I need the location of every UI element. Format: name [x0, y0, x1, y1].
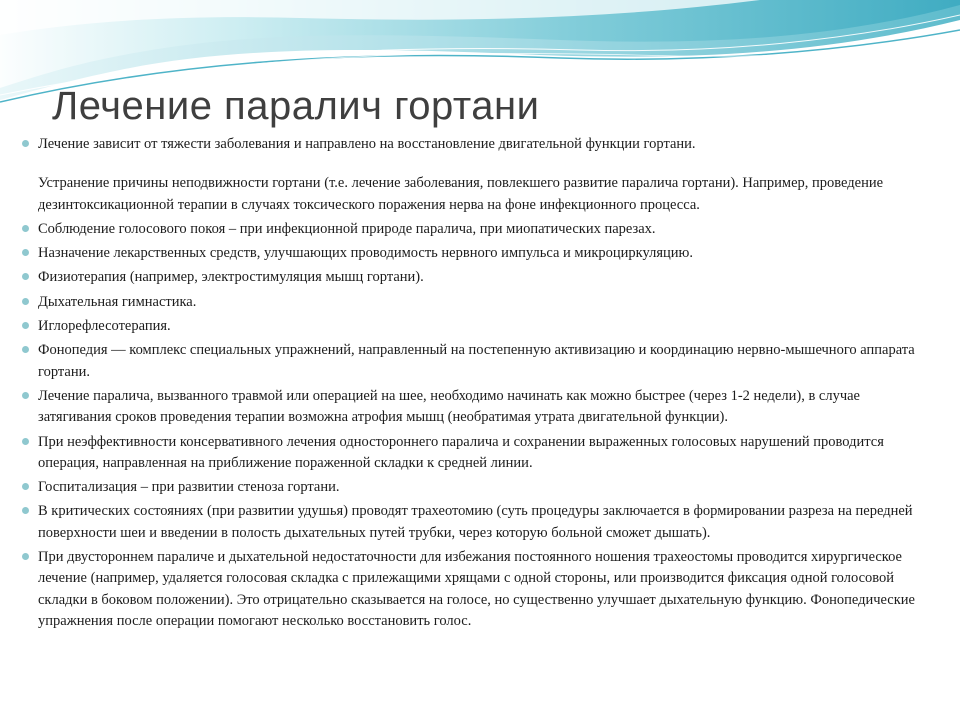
bullet-icon [22, 322, 29, 329]
bullet-icon [22, 298, 29, 305]
bullet-list [22, 134, 937, 632]
bullet-icon [22, 507, 29, 514]
list-item: Фонопедия — комплекс специальных упражнений, направленный на постепенную активизацию и координацию нервно-мышечного аппарата гортани. [22, 340, 937, 383]
slide-title: Лечение паралич гортани [52, 84, 540, 128]
list-item: Соблюдение голосового покоя – при инфекционной природе паралича, при миопатических парезах. [22, 219, 937, 240]
list-item: Дыхательная гимнастика. [22, 292, 937, 313]
list-item: Госпитализация – при развитии стеноза гортани. [22, 477, 937, 498]
bullet-icon [22, 273, 29, 280]
list-item: При двустороннем параличе и дыхательной недостаточности для избежания постоянного ношения трахеостомы проводится хирургическое лечение (например, удаляется голосовая складка с прилежащими хрящами с одной стороны, или производится фиксация одной голосовой складки в боковом положении). Это отрицательно сказывается на голосе, но существенно улучшает дыхательную функцию. Фонопедические упражнения после операции помогают несколько восстановить голос. [22, 547, 937, 632]
list-item: Назначение лекарственных средств, улучшающих проводимость нервного импульса и микроциркуляцию. [22, 243, 937, 264]
list-item: Устранение причины неподвижности гортани (т.е. лечение заболевания, повлекшего развитие паралича гортани). Например, проведение дезинтоксикационной терапии в случаях токсического поражения нерва на фоне инфекционного процесса. [38, 175, 884, 213]
list-item: При неэффективности консервативного лечения одностороннего паралича и сохранении выраженных голосовых нарушений проводится операция, направленная на приближение пораженной складки к средней линии. [22, 432, 937, 475]
bullet-icon [22, 140, 29, 147]
bullet-icon [22, 553, 29, 560]
list-item: Лечение паралича, вызванного травмой или операцией на шее, необходимо начинать как можно быстрее (через 1-2 недели), в случае затягивания сроков проведения терапии возможна атрофия мышц (необратимая утрата двигательной функции). [22, 386, 937, 429]
list-item: Лечение зависит от тяжести заболевания и направлено на восстановление двигательной функции гортани. [22, 134, 937, 155]
list-item: Физиотерапия (например, электростимуляция мышц гортани). [22, 267, 937, 288]
bullet-icon [22, 225, 29, 232]
bullet-icon [22, 438, 29, 445]
bullet-icon [22, 483, 29, 490]
list-item: Иглорефлесотерапия. [22, 316, 937, 337]
bullet-icon [22, 392, 29, 399]
bullet-icon [22, 346, 29, 353]
list-item: В критических состояниях (при развитии удушья) проводят трахеотомию (суть процедуры заключается в формировании разреза на передней поверхности шеи и введении в полость дыхательных путей трубки, через которую больной сможет дышать). [22, 501, 937, 544]
bullet-icon [22, 249, 29, 256]
